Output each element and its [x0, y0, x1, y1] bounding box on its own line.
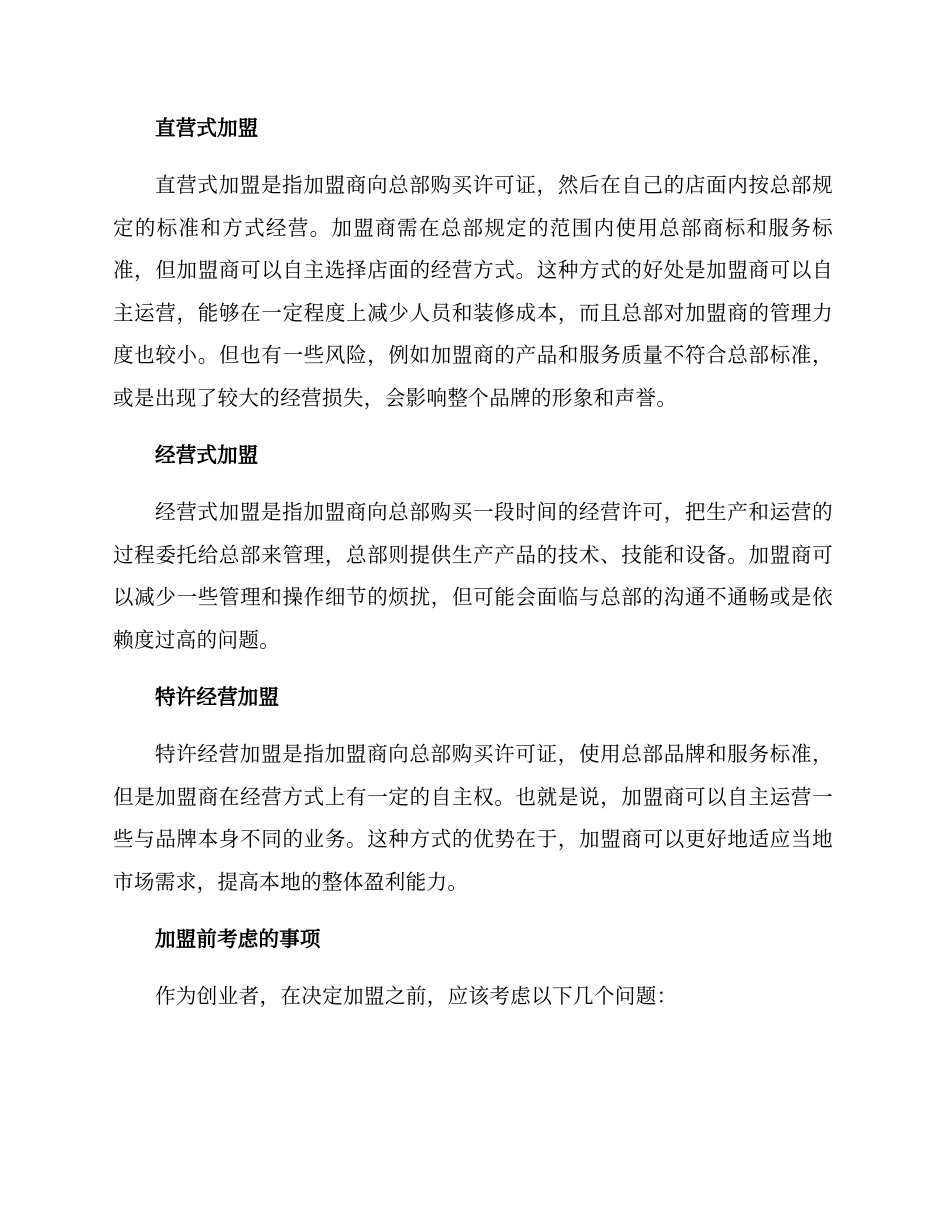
section-paragraph-considerations: 作为创业者，在决定加盟之前，应该考虑以下几个问题： [155, 984, 678, 1008]
section-paragraph-managed-franchise: 经营式加盟是指加盟商向总部购买一段时间的经营许可，把生产和运营的过程委托给总部来管理，总部则提供生产产品的技术、技能和设备。加盟商可以减少一些管理和操作细节的烦扰，但可能会面临与总部的沟通不通畅或是依赖度过高的问题。 [113, 500, 833, 652]
section-heading-managed-franchise: 经营式加盟 [155, 443, 259, 467]
section-heading-licensed-franchise: 特许经营加盟 [155, 685, 280, 709]
section-heading-considerations: 加盟前考虑的事项 [155, 927, 321, 951]
section-paragraph-direct-franchise: 直营式加盟是指加盟商向总部购买许可证，然后在自己的店面内按总部规定的标准和方式经营。加盟商需在总部规定的范围内使用总部商标和服务标准，但加盟商可以自主选择店面的经营方式。这种方式的好处是加盟商可以自主运营，能够在一定程度上减少人员和装修成本，而且总部对加盟商的管理力度也较小。但也有一些风险，例如加盟商的产品和服务质量不符合总部标准，或是出现了较大的经营损失，会影响整个品牌的形象和声誉。 [113, 173, 833, 410]
section-heading-direct-franchise: 直营式加盟 [155, 116, 259, 140]
document-body [113, 108, 833, 1034]
section-paragraph-licensed-franchise: 特许经营加盟是指加盟商向总部购买许可证，使用总部品牌和服务标准，但是加盟商在经营方式上有一定的自主权。也就是说，加盟商可以自主运营一些与品牌本身不同的业务。这种方式的优势在于，加盟商可以更好地适应当地市场需求，提高本地的整体盈利能力。 [113, 742, 833, 894]
